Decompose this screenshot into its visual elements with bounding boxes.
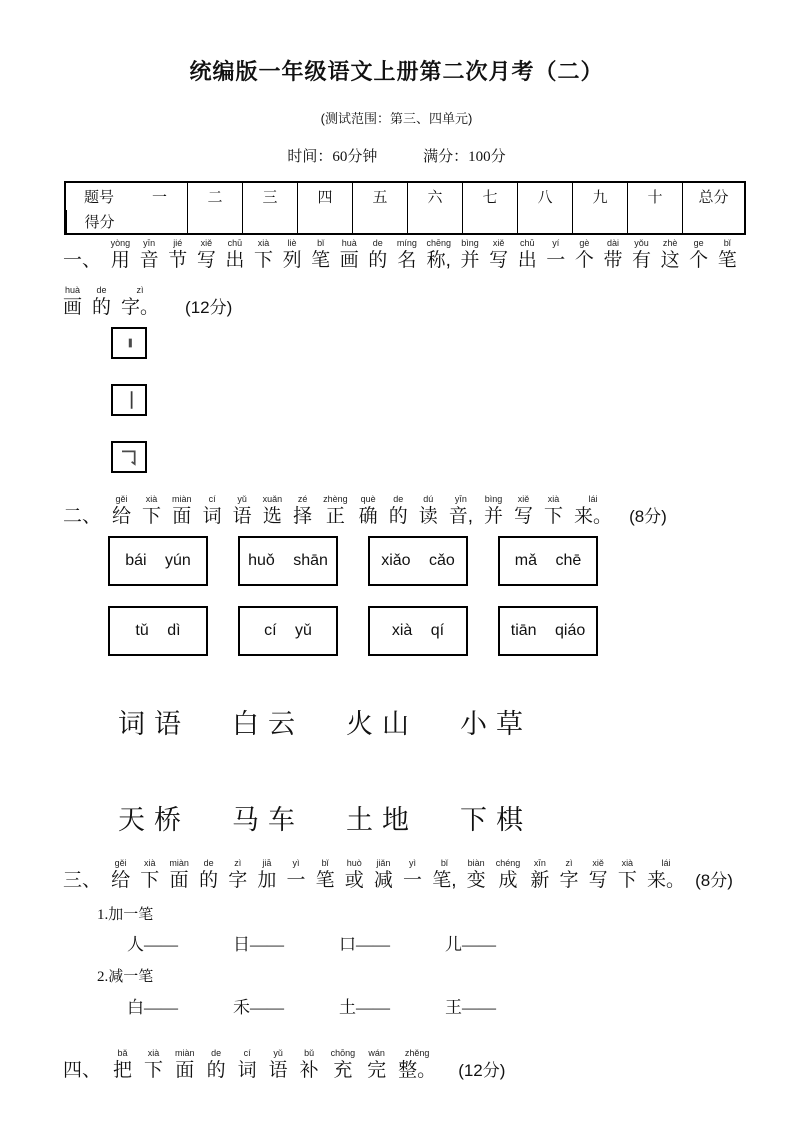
word-item: 天桥 xyxy=(118,805,190,835)
ruby-char: xiě 写 xyxy=(514,494,534,527)
score-blank-cell xyxy=(187,210,242,233)
score-blank-cell xyxy=(572,210,627,233)
ruby-char: liè 列 xyxy=(282,238,302,271)
ruby-char: jié 节 xyxy=(168,238,188,271)
score-blank-cell xyxy=(352,210,407,233)
stroke-answer-boxes xyxy=(111,327,147,498)
ruby-char: bǎ 把 xyxy=(113,1048,133,1081)
ruby-char: xià 下 xyxy=(253,238,273,271)
score-blank-cell xyxy=(242,210,297,233)
ruby-char: dú 读 xyxy=(418,494,438,527)
score-blank-cell xyxy=(517,210,572,233)
score-blank-cell xyxy=(627,210,682,233)
char-blank-item: 土—— xyxy=(339,998,390,1017)
char-blank-item: 禾—— xyxy=(233,998,284,1017)
ruby-char: miàn 面 xyxy=(169,858,189,891)
char-blank-item: 白—— xyxy=(127,998,178,1017)
question-3-heading xyxy=(63,858,733,893)
test-scope: (测试范围：第三、四单元) xyxy=(320,111,473,126)
ruby-char: xiě 写 xyxy=(588,858,608,891)
word-item: 火山 xyxy=(346,709,418,739)
ruby-char: bǐ 笔 xyxy=(717,238,737,271)
word-item: 马车 xyxy=(232,805,304,835)
ruby-char: de 的 xyxy=(388,494,408,527)
pinyin-options-row-1 xyxy=(108,536,598,586)
duration-label: 时间：60分钟 xyxy=(287,149,378,165)
question-number-cell: 二 xyxy=(187,183,242,210)
ruby-char: zhěng 整。 xyxy=(398,1048,437,1081)
question-1-points: (12分) xyxy=(185,298,233,317)
ruby-char: wán 完 xyxy=(367,1048,387,1081)
ruby-char: bǐ 笔 xyxy=(311,238,331,271)
char-blank-item: 儿—— xyxy=(445,935,496,954)
ruby-char: lái 来。 xyxy=(646,858,685,891)
ruby-char: zhè 这 xyxy=(660,238,680,271)
add-one-stroke-label: 1.加一笔 xyxy=(97,907,154,923)
pinyin-option-box: huǒ shān xyxy=(238,536,338,586)
dot-stroke-icon xyxy=(113,329,145,357)
time-score-line xyxy=(0,145,793,166)
pinyin-options-row-2 xyxy=(108,606,598,656)
word-item: 白云 xyxy=(232,709,304,739)
score-blank-cell xyxy=(682,210,744,233)
char-blank-item: 日—— xyxy=(233,935,284,954)
ruby-char: gěi 给 xyxy=(112,494,132,527)
ruby-char: bǐ 笔 xyxy=(315,858,335,891)
question-3-number: 三、 xyxy=(63,870,102,891)
word-item: 小草 xyxy=(460,709,532,739)
ruby-char: chéng 成 xyxy=(495,858,521,891)
char-blank-item: 王—— xyxy=(445,998,496,1017)
word-item: 词语 xyxy=(118,709,190,739)
ruby-char: chū 出 xyxy=(225,238,245,271)
ruby-char: què 确 xyxy=(358,494,378,527)
word-item: 下棋 xyxy=(460,805,532,835)
pinyin-option-box: xià qí xyxy=(368,606,468,656)
pinyin-option-box: cí yǔ xyxy=(238,606,338,656)
ruby-char: huà 画 xyxy=(63,285,83,318)
ruby-char: yǔ 语 xyxy=(232,494,252,527)
score-blank-cell xyxy=(297,210,352,233)
question-number-cell: 四 xyxy=(297,183,352,210)
pinyin-option-box: tiān qiáo xyxy=(498,606,598,656)
ruby-char: chōng 充 xyxy=(330,1048,356,1081)
ruby-char: xià 下 xyxy=(140,858,160,891)
word-list-row-2 xyxy=(118,802,532,838)
question-1-heading-line-2 xyxy=(63,285,232,320)
ruby-char: xīn 新 xyxy=(530,858,550,891)
question-number-cell: 一 xyxy=(151,190,167,206)
ruby-char: de 的 xyxy=(199,858,219,891)
ruby-char: xuǎn 选 xyxy=(262,494,283,527)
word-item: 土地 xyxy=(346,805,418,835)
remove-one-stroke-label: 2.减一笔 xyxy=(97,969,154,985)
ruby-char: jiǎn 减 xyxy=(373,858,393,891)
question-4-number: 四、 xyxy=(63,1060,102,1081)
ruby-char: yǒu 有 xyxy=(632,238,652,271)
score-table-header-label: 题号 xyxy=(83,190,114,206)
ruby-char: miàn 面 xyxy=(175,1048,195,1081)
score-blank-cell xyxy=(132,210,187,233)
ruby-char: yí 一 xyxy=(546,238,566,271)
ruby-char: xià 下 xyxy=(144,1048,164,1081)
ruby-char: ge 个 xyxy=(689,238,709,271)
ruby-char: yì 一 xyxy=(286,858,306,891)
ruby-char: yì 一 xyxy=(403,858,423,891)
ruby-char: xiě 写 xyxy=(489,238,509,271)
ruby-char: zì 字。 xyxy=(121,285,160,318)
char-blank-item: 人—— xyxy=(127,935,178,954)
ruby-char: zé 择 xyxy=(293,494,313,527)
stroke-box-dot xyxy=(111,327,147,359)
ruby-char: zhèng 正 xyxy=(323,494,348,527)
remove-one-stroke-row xyxy=(127,997,551,1019)
char-blank-item: 口—— xyxy=(339,935,390,954)
question-number-cell: 八 xyxy=(517,183,572,210)
pinyin-option-box: bái yún xyxy=(108,536,208,586)
question-number-cell: 九 xyxy=(572,183,627,210)
ruby-char: bìng 并 xyxy=(484,494,504,527)
ruby-char: chū 出 xyxy=(517,238,537,271)
full-score-label: 满分：100分 xyxy=(423,149,506,165)
ruby-char: de 的 xyxy=(206,1048,226,1081)
stroke-box-vertical xyxy=(111,384,147,416)
question-2-points: (8分) xyxy=(629,507,667,526)
ruby-char: lái 来。 xyxy=(574,494,613,527)
horizontal-fold-hook-stroke-icon xyxy=(113,443,145,471)
ruby-char: yīn 音 xyxy=(139,238,159,271)
ruby-char: xiě 写 xyxy=(196,238,216,271)
word-list-row-1 xyxy=(118,706,532,742)
question-number-cell: 六 xyxy=(407,183,462,210)
ruby-char: yǔ 语 xyxy=(268,1048,288,1081)
question-2-number: 二、 xyxy=(63,506,102,527)
question-number-cell: 五 xyxy=(352,183,407,210)
pinyin-option-box: tǔ dì xyxy=(108,606,208,656)
question-number-cell: 三 xyxy=(242,183,297,210)
question-1-number: 一、 xyxy=(63,250,102,271)
pinyin-option-box: mǎ chē xyxy=(498,536,598,586)
page-title: 统编版一年级语文上册第二次月考（二） xyxy=(189,59,604,84)
stroke-box-horizontal-fold-hook xyxy=(111,441,147,473)
question-1-heading-line-1 xyxy=(63,238,737,273)
ruby-char: huà 画 xyxy=(339,238,359,271)
question-number-cell: 七 xyxy=(462,183,517,210)
question-4-points: (12分) xyxy=(458,1061,506,1080)
ruby-char: de 的 xyxy=(368,238,388,271)
ruby-char: xià 下 xyxy=(142,494,162,527)
question-3-points: (8分) xyxy=(695,871,733,890)
ruby-char: yòng 用 xyxy=(110,238,131,271)
question-number-cell: 总分 xyxy=(682,183,744,210)
ruby-char: biàn 变 xyxy=(466,858,486,891)
score-blank-cell xyxy=(407,210,462,233)
ruby-char: bǔ 补 xyxy=(299,1048,319,1081)
ruby-char: de 的 xyxy=(92,285,112,318)
ruby-char: huò 或 xyxy=(344,858,364,891)
ruby-char: miàn 面 xyxy=(172,494,192,527)
ruby-char: dài 带 xyxy=(603,238,623,271)
ruby-char: cí 词 xyxy=(202,494,222,527)
ruby-char: xià 下 xyxy=(544,494,564,527)
ruby-char: yīn 音, xyxy=(448,494,473,527)
pinyin-option-box: xiǎo cǎo xyxy=(368,536,468,586)
ruby-char: bǐ 笔, xyxy=(432,858,457,891)
score-blank-cell xyxy=(462,210,517,233)
question-number-cell: 十 xyxy=(627,183,682,210)
add-one-stroke-row xyxy=(127,934,551,956)
ruby-char: gè 个 xyxy=(574,238,594,271)
vertical-stroke-icon xyxy=(113,386,145,414)
question-4-heading xyxy=(63,1048,505,1083)
question-2-heading xyxy=(63,494,667,529)
ruby-char: zì 字 xyxy=(559,858,579,891)
ruby-char: chēng 称, xyxy=(426,238,451,271)
ruby-char: gěi 给 xyxy=(111,858,131,891)
ruby-char: zì 字 xyxy=(228,858,248,891)
ruby-char: jiā 加 xyxy=(257,858,277,891)
ruby-char: bìng 并 xyxy=(460,238,480,271)
ruby-char: míng 名 xyxy=(396,238,417,271)
score-table-score-label: 得分 xyxy=(66,210,132,233)
ruby-char: cí 词 xyxy=(237,1048,257,1081)
score-table xyxy=(64,181,746,235)
ruby-char: xià 下 xyxy=(617,858,637,891)
